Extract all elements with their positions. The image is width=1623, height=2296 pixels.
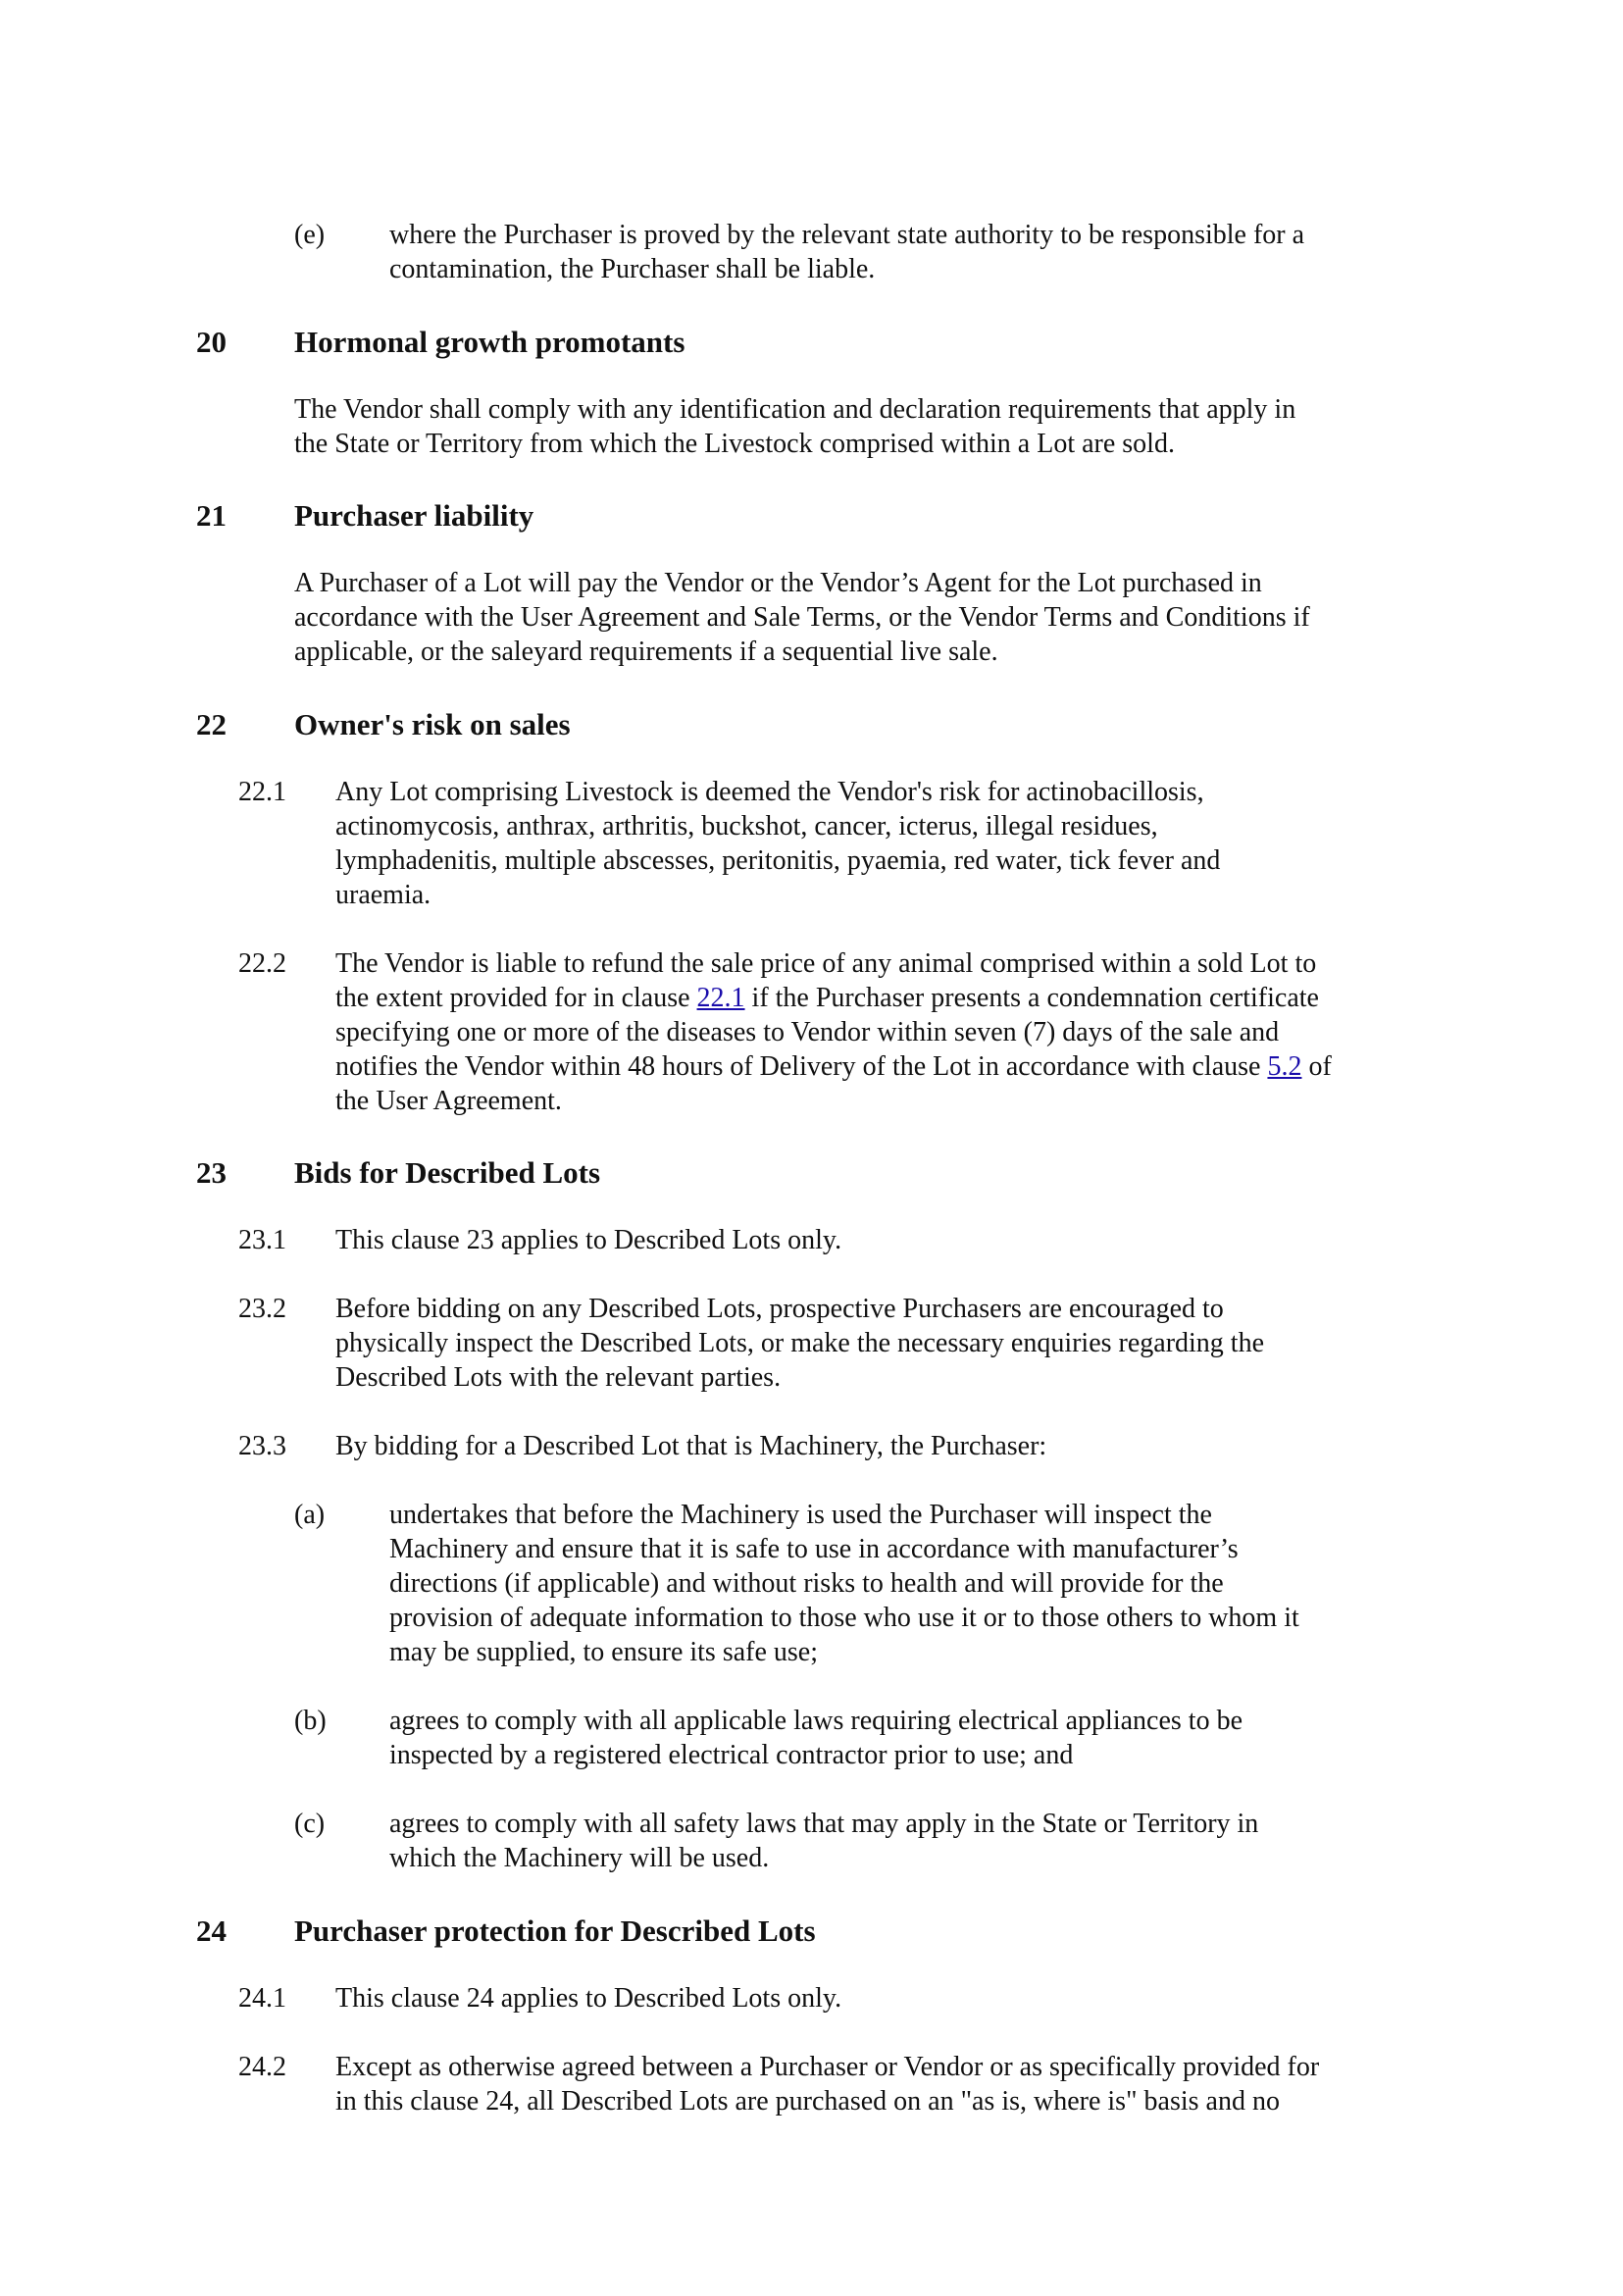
- section-heading: Bids for Described Lots: [294, 1155, 601, 1190]
- para-label: (e): [294, 220, 326, 250]
- clause-text-line: uraemia.: [335, 880, 431, 910]
- para-label: (b): [294, 1706, 327, 1736]
- para-label: (c): [294, 1809, 326, 1839]
- clause-text-line: Any Lot comprising Livestock is deemed the Vendor's risk for actinobacillosis,: [335, 777, 1204, 807]
- section-number: 20: [196, 325, 227, 359]
- section-number: 24: [196, 1913, 227, 1948]
- section-number: 21: [196, 498, 227, 533]
- clause-text-line: physically inspect the Described Lots, or make the necessary enquiries regarding the: [335, 1328, 1265, 1358]
- clause-number: 24.1: [238, 1983, 286, 2014]
- clause-text-line: By bidding for a Described Lot that is Machinery, the Purchaser:: [335, 1431, 1047, 1461]
- para-text-line: agrees to comply with all safety laws that may apply in the State or Territory in: [389, 1809, 1259, 1839]
- clause-number: 23.1: [238, 1225, 286, 1255]
- para-text-line: provision of adequate information to those who use it or to those others to whom it: [389, 1603, 1299, 1633]
- clause-text-line: [335, 981, 1319, 1015]
- clause-text-line: [335, 1049, 1332, 1084]
- para-label: (a): [294, 1500, 326, 1530]
- clause-text-line: in this clause 24, all Described Lots are purchased on an "as is, where is" basis and no: [335, 2086, 1280, 2117]
- clause-22-1-link[interactable]: 22.1: [696, 983, 745, 1013]
- clause-text-line: the User Agreement.: [335, 1086, 562, 1116]
- clause-text-line: lymphadenitis, multiple abscesses, peritonitis, pyaemia, red water, tick fever and: [335, 845, 1221, 876]
- section-text-line: the State or Territory from which the Livestock comprised within a Lot are sold.: [294, 429, 1175, 459]
- clause-5-2-link[interactable]: 5.2: [1267, 1051, 1302, 1082]
- clause-text-line: This clause 24 applies to Described Lots only.: [335, 1983, 842, 2014]
- section-heading: Hormonal growth promotants: [294, 325, 685, 359]
- clause-number: 22.1: [238, 777, 286, 807]
- clause-text-line: This clause 23 applies to Described Lots only.: [335, 1225, 842, 1255]
- clause-text-line: Before bidding on any Described Lots, prospective Purchasers are encouraged to: [335, 1294, 1224, 1324]
- clause-text: of: [1301, 1051, 1332, 1082]
- clause-text-line: specifying one or more of the diseases to Vendor within seven (7) days of the sale and: [335, 1017, 1280, 1047]
- section-text-line: accordance with the User Agreement and Sale Terms, or the Vendor Terms and Conditions if: [294, 602, 1310, 633]
- para-text-line: inspected by a registered electrical contractor prior to use; and: [389, 1740, 1074, 1770]
- section-text-line: A Purchaser of a Lot will pay the Vendor or the Vendor’s Agent for the Lot purchased in: [294, 568, 1262, 598]
- section-heading: Owner's risk on sales: [294, 707, 571, 741]
- para-text-line: where the Purchaser is proved by the relevant state authority to be responsible for a: [389, 220, 1305, 250]
- section-heading: Purchaser protection for Described Lots: [294, 1913, 816, 1948]
- section-number: 22: [196, 707, 227, 741]
- para-text-line: which the Machinery will be used.: [389, 1843, 770, 1873]
- para-text-line: Machinery and ensure that it is safe to use in accordance with manufacturer’s: [389, 1534, 1239, 1564]
- section-heading: Purchaser liability: [294, 498, 534, 533]
- section-text-line: The Vendor shall comply with any identification and declaration requirements that apply in: [294, 394, 1296, 425]
- para-text-line: agrees to comply with all applicable laws requiring electrical appliances to be: [389, 1706, 1243, 1736]
- clause-text: the extent provided for in clause: [335, 983, 697, 1013]
- clause-number: 23.2: [238, 1294, 286, 1324]
- clause-text-line: actinomycosis, anthrax, arthritis, buckshot, cancer, icterus, illegal residues,: [335, 811, 1158, 842]
- section-number: 23: [196, 1155, 227, 1190]
- clause-text-line: The Vendor is liable to refund the sale price of any animal comprised within a sold Lot to: [335, 948, 1317, 979]
- clause-text: if the Purchaser presents a condemnation certificate: [744, 983, 1319, 1013]
- section-text-line: applicable, or the saleyard requirements if a sequential live sale.: [294, 637, 998, 667]
- clause-number: 22.2: [238, 948, 286, 979]
- clause-text-line: Described Lots with the relevant parties.: [335, 1362, 782, 1393]
- para-text-line: contamination, the Purchaser shall be liable.: [389, 254, 876, 284]
- clause-text: notifies the Vendor within 48 hours of Delivery of the Lot in accordance with clause: [335, 1051, 1268, 1082]
- para-text-line: may be supplied, to ensure its safe use;: [389, 1637, 819, 1667]
- para-text-line: undertakes that before the Machinery is used the Purchaser will inspect the: [389, 1500, 1212, 1530]
- para-text-line: directions (if applicable) and without risks to health and will provide for the: [389, 1568, 1224, 1599]
- clause-number: 24.2: [238, 2052, 286, 2082]
- clause-number: 23.3: [238, 1431, 286, 1461]
- clause-text-line: Except as otherwise agreed between a Purchaser or Vendor or as specifically provided for: [335, 2052, 1320, 2082]
